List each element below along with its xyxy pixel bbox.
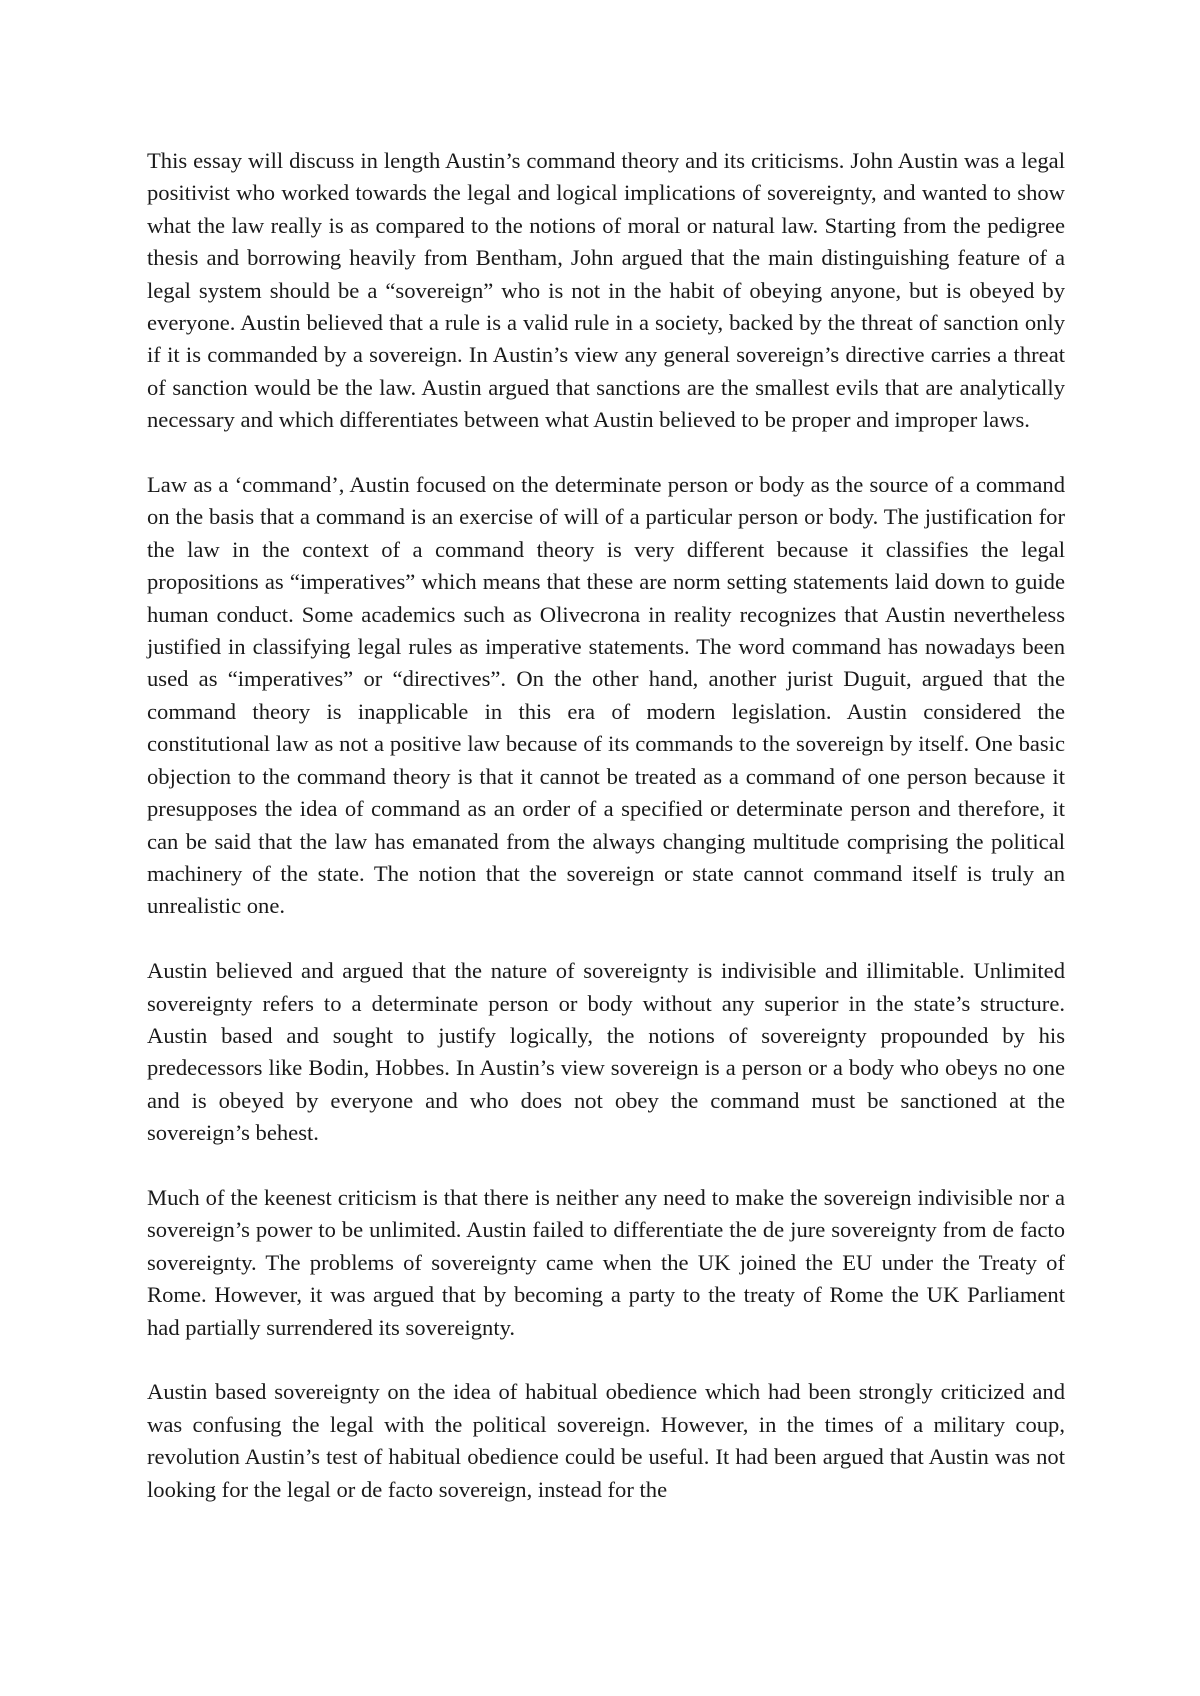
paragraph-2: Law as a ‘command’, Austin focused on the determinate person or body as the source of a command on the basis that a command is an exercise of will of a particular person or body. The justification for the law in the context of a command theory is very different because it classifies the legal propositions as “imperatives” which means that these are norm setting statements laid down to guide human conduct. Some academics such as Olivecrona in reality recognizes that Austin nevertheless justified in classifying legal rules as imperative statements. The word command has nowadays been used as “imperatives” or “directives”. On the other hand, another jurist Duguit, argued that the command theory is inapplicable in this era of modern legislation. Austin considered the constitutional law as not a positive law because of its commands to the sovereign by itself. One basic objection to the command theory is that it cannot be treated as a command of one person because it presupposes the idea of command as an order of a specified or determinate person and therefore, it can be said that the law has emanated from the always changing multitude comprising the political machinery of the state. The notion that the sovereign or state cannot command itself is truly an unrealistic one.: [147, 472, 1065, 919]
essay-body: [147, 145, 1065, 1538]
paragraph-4: Much of the keenest criticism is that there is neither any need to make the sovereign indivisible nor a sovereign’s power to be unlimited. Austin failed to differentiate the de jure sovereignty from de facto sovereignty. The problems of sovereignty came when the UK joined the EU under the Treaty of Rome. However, it was argued that by becoming a party to the treaty of Rome the UK Parliament had partially surrendered its sovereignty.: [147, 1184, 1065, 1340]
paragraph-1: This essay will discuss in length Austin’s command theory and its criticisms. John Austin was a legal positivist who worked towards the legal and logical implications of sovereignty, and wanted to show what the law really is as compared to the notions of moral or natural law. Starting from the pedigree thesis and borrowing heavily from Bentham, John argued that the main distinguishing feature of a legal system should be a “sovereign” who is not in the habit of obeying anyone, but is obeyed by everyone. Austin believed that a rule is a valid rule in a society, backed by the threat of sanction only if it is commanded by a sovereign. In Austin’s view any general sovereign’s directive carries a threat of sanction would be the law. Austin argued that sanctions are the smallest evils that are analytically necessary and which differentiates between what Austin believed to be proper and improper laws.: [147, 148, 1065, 433]
paragraph-5: Austin based sovereignty on the idea of habitual obedience which had been strongly criticized and was confusing the legal with the political sovereign. However, in the times of a military coup, revolution Austin’s test of habitual obedience could be useful. It had been argued that Austin was not looking for the legal or de facto sovereign, instead for the: [147, 1379, 1065, 1502]
paragraph-3: Austin believed and argued that the nature of sovereignty is indivisible and illimitable. Unlimited sovereignty refers to a determinate person or body without any superior in the state’s structure. Austin based and sought to justify logically, the notions of sovereignty propounded by his predecessors like Bodin, Hobbes. In Austin’s view sovereign is a person or a body who obeys no one and is obeyed by everyone and who does not obey the command must be sanctioned at the sovereign’s behest.: [147, 958, 1065, 1146]
